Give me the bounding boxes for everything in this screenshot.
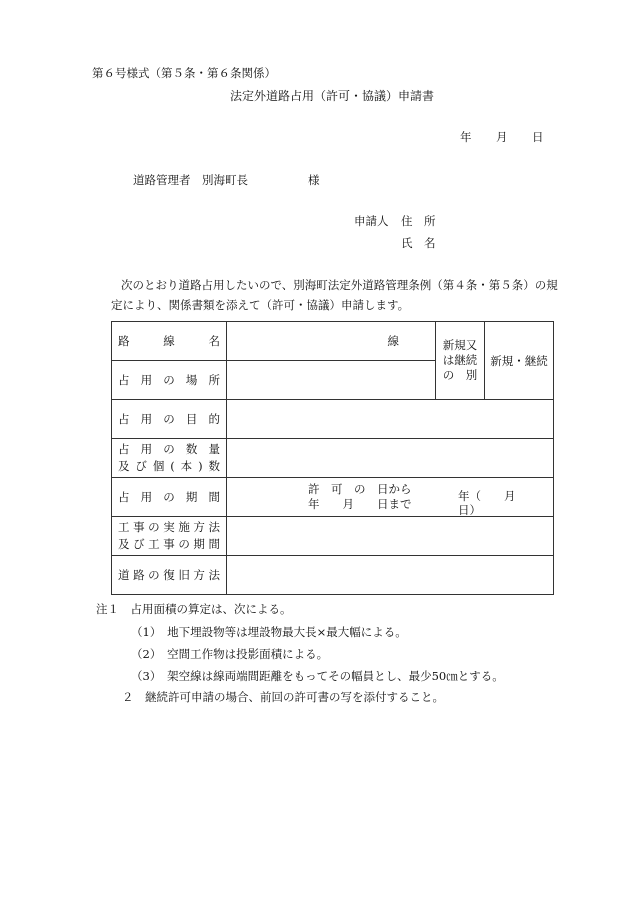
body-text-line-2: 定により、関係書類を添えて（許可・協議）申請します。	[111, 298, 410, 312]
location-value-cell[interactable]	[227, 361, 436, 400]
document-title: 法定外道路占用（許可・協議）申請書	[230, 89, 435, 103]
restoration-label-cell: 道路の復旧方法	[112, 556, 227, 595]
applicant-label: 申請人	[354, 214, 389, 228]
note-1-item-3: （3） 架空線は線両端間距離をもってその幅員とし、最少50㎝とする。	[131, 669, 504, 683]
work-method-label-cell: 工事の実施方法 及び工事の期間	[112, 517, 227, 556]
form-number: 第６号様式（第５条・第６条関係）	[92, 66, 276, 80]
body-text-line-1: 次のとおり道路占用したいので、別海町法定外道路管理条例（第４条・第５条）の規	[121, 278, 558, 292]
quantity-value-cell[interactable]	[227, 439, 554, 478]
note-1-title: 注１ 占用面積の算定は、次による。	[96, 602, 292, 616]
date-month-label: 月	[496, 130, 508, 144]
note-1-item-1: （1） 地下埋設物等は埋設物最大長×最大幅による。	[131, 625, 407, 639]
location-label-cell: 占用の場所	[112, 361, 227, 400]
note-1-item-2: （2） 空間工作物は投影面積による。	[131, 647, 329, 661]
period-value-cell[interactable]: 許 可 の 日から 年 月 日まで 年（ 月 日）	[227, 478, 554, 517]
note-2: ２ 継続許可申請の場合、前回の許可書の写を添付すること。	[122, 690, 444, 704]
new-or-renewal-label-cell: 新規又 は継続 の 別	[436, 322, 485, 400]
work-method-value-cell[interactable]	[227, 517, 554, 556]
addressee: 道路管理者 別海町長	[133, 173, 248, 187]
quantity-label-cell: 占用の数量 及び個(本)数	[112, 439, 227, 478]
period-label-cell: 占用の期間	[112, 478, 227, 517]
purpose-label-cell: 占用の目的	[112, 400, 227, 439]
date-year-label: 年	[460, 130, 472, 144]
applicant-address-label: 住 所	[401, 214, 436, 228]
new-or-renewal-value-cell[interactable]: 新規・継続	[485, 322, 554, 400]
route-name-value-cell[interactable]: 線	[227, 322, 436, 361]
route-name-label-cell: 路線名	[112, 322, 227, 361]
applicant-name-label: 氏 名	[401, 236, 436, 250]
addressee-honorific: 様	[308, 173, 320, 187]
restoration-value-cell[interactable]	[227, 556, 554, 595]
application-table	[111, 321, 554, 595]
date-day-label: 日	[532, 130, 544, 144]
purpose-value-cell[interactable]	[227, 400, 554, 439]
